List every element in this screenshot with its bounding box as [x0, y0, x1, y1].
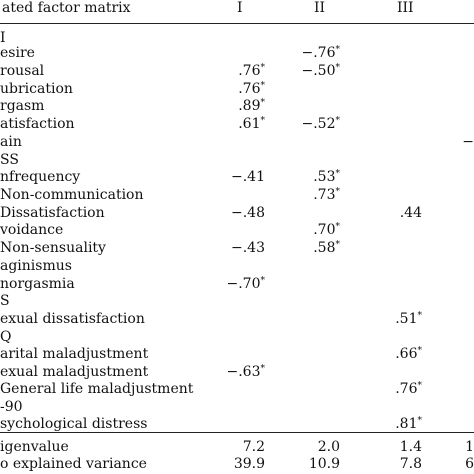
- cell-factor-2: .73*: [313, 187, 340, 203]
- row-label: atisfaction: [0, 116, 75, 132]
- cell-factor-1: −.48: [231, 205, 265, 221]
- cell-factor-1: .89*: [238, 98, 265, 114]
- cell-factor-2: .58*: [313, 240, 340, 256]
- row-label: Dissatisfaction: [0, 205, 105, 221]
- row-label: esire: [0, 45, 35, 61]
- row-label: Q: [0, 329, 12, 345]
- header-rule: [0, 23, 474, 24]
- column-header-2: II: [314, 0, 326, 16]
- cell-factor-4: −: [462, 134, 474, 150]
- row-label: sychological distress: [0, 416, 148, 432]
- cell-factor-2: .70*: [313, 222, 340, 238]
- cell-factor-3: .66*: [395, 346, 422, 362]
- cell-factor-1: .76*: [238, 81, 265, 97]
- cell-factor-1: −.70*: [226, 276, 265, 292]
- cell-factor-2: −.76*: [301, 45, 340, 61]
- row-label: ain: [0, 134, 22, 150]
- cell-factor-3: .51*: [395, 311, 422, 327]
- row-label: Non-sensuality: [0, 240, 106, 256]
- row-label: General life maladjustment: [0, 381, 194, 397]
- cell-factor-3: .44: [399, 205, 422, 221]
- cell-factor-2: −.52*: [301, 116, 340, 132]
- row-label: nfrequency: [0, 169, 81, 185]
- row-label: ubrication: [0, 81, 73, 97]
- row-label: aginismus: [0, 258, 72, 274]
- cell-factor-1: −.43: [231, 240, 265, 256]
- row-label: S: [0, 293, 10, 309]
- footer-rule: [0, 432, 474, 433]
- row-label: norgasmia: [0, 276, 75, 292]
- footer-factor-3: 1.4: [399, 439, 422, 455]
- footer-label: o explained variance: [0, 456, 147, 472]
- footer-factor-2: 2.0: [317, 439, 340, 455]
- row-label: rousal: [0, 63, 45, 79]
- cell-factor-1: .76*: [238, 63, 265, 79]
- table-title: ated factor matrix: [2, 0, 131, 16]
- row-label: Non-communication: [0, 187, 144, 203]
- row-label: rgasm: [0, 98, 45, 114]
- footer-factor-2: 10.9: [308, 456, 340, 472]
- footer-factor-4: 6: [465, 456, 474, 472]
- row-label: SS: [0, 152, 19, 168]
- row-label: I: [0, 30, 6, 46]
- cell-factor-1: −.63*: [226, 364, 265, 380]
- column-header-1: I: [237, 0, 243, 16]
- footer-label: igenvalue: [0, 439, 69, 455]
- footer-factor-3: 7.8: [399, 456, 422, 472]
- footer-factor-1: 7.2: [242, 439, 265, 455]
- footer-factor-4: 1: [465, 439, 474, 455]
- row-label: exual dissatisfaction: [0, 311, 145, 327]
- footer-factor-1: 39.9: [233, 456, 265, 472]
- cell-factor-2: −.50*: [301, 63, 340, 79]
- cell-factor-1: .61*: [238, 116, 265, 132]
- cell-factor-2: .53*: [313, 169, 340, 185]
- cell-factor-3: .76*: [395, 381, 422, 397]
- row-label: arital maladjustment: [0, 346, 149, 362]
- cell-factor-3: .81*: [395, 416, 422, 432]
- cell-factor-1: −.41: [231, 169, 265, 185]
- column-header-3: III: [397, 0, 414, 16]
- row-label: voidance: [0, 222, 64, 238]
- row-label: exual maladjustment: [0, 364, 149, 380]
- row-label: -90: [0, 399, 23, 415]
